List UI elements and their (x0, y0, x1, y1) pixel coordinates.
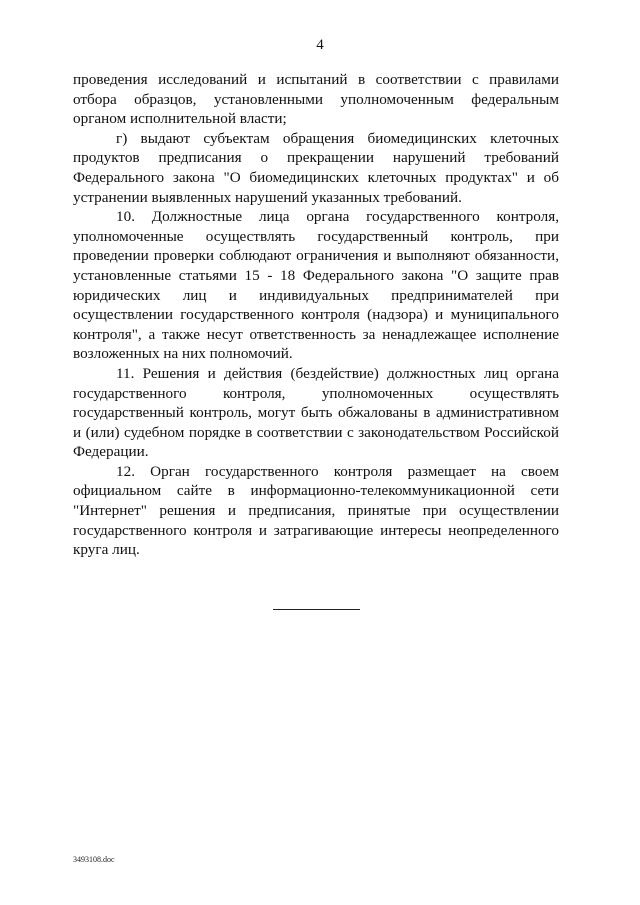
footer-filename: 3493108.doc (73, 855, 115, 864)
paragraph-item-g: г) выдают субъектам обращения биомедицинских клеточных продуктов предписания о прекращении нарушений требований Федерального закона "О биомедицинских клеточных продуктах" и об устранении выявленных нарушений указанных требований. (73, 129, 559, 206)
end-of-document-rule (273, 609, 360, 610)
paragraph-10: 10. Должностные лица органа государственного контроля, уполномоченные осуществлять государственный контроль, при проведении проверки соблюдают ограничения и выполняют обязанности, установленные статьями 15 - 18 Федерального закона "О защите прав юридических лиц и индивидуальных предпринимателей при осуществлении государственного контроля (надзора) и муниципального контроля", а также несут ответственность за ненадлежащее исполнение возложенных на них полномочий. (73, 208, 559, 363)
paragraph-12: 12. Орган государственного контроля размещает на своем официальном сайте в информационно-телекоммуникационной сети "Интернет" решения и предписания, принятые при осуществлении государственного контроля и затрагивающие интересы неопределенного круга лиц. (73, 462, 559, 559)
paragraph-11: 11. Решения и действия (бездействие) должностных лиц органа государственного контроля, уполномоченных осуществлять государственный контроль, могут быть обжалованы в административном и (или) судебном порядке в соответствии с законодательством Российской Федерации. (73, 364, 559, 461)
paragraph-continuation: проведения исследований и испытаний в соответствии с правилами отбора образцов, установленными уполномоченным федеральным органом исполнительной власти; (73, 71, 559, 128)
document-body (73, 70, 559, 560)
page-number: 4 (316, 37, 324, 53)
